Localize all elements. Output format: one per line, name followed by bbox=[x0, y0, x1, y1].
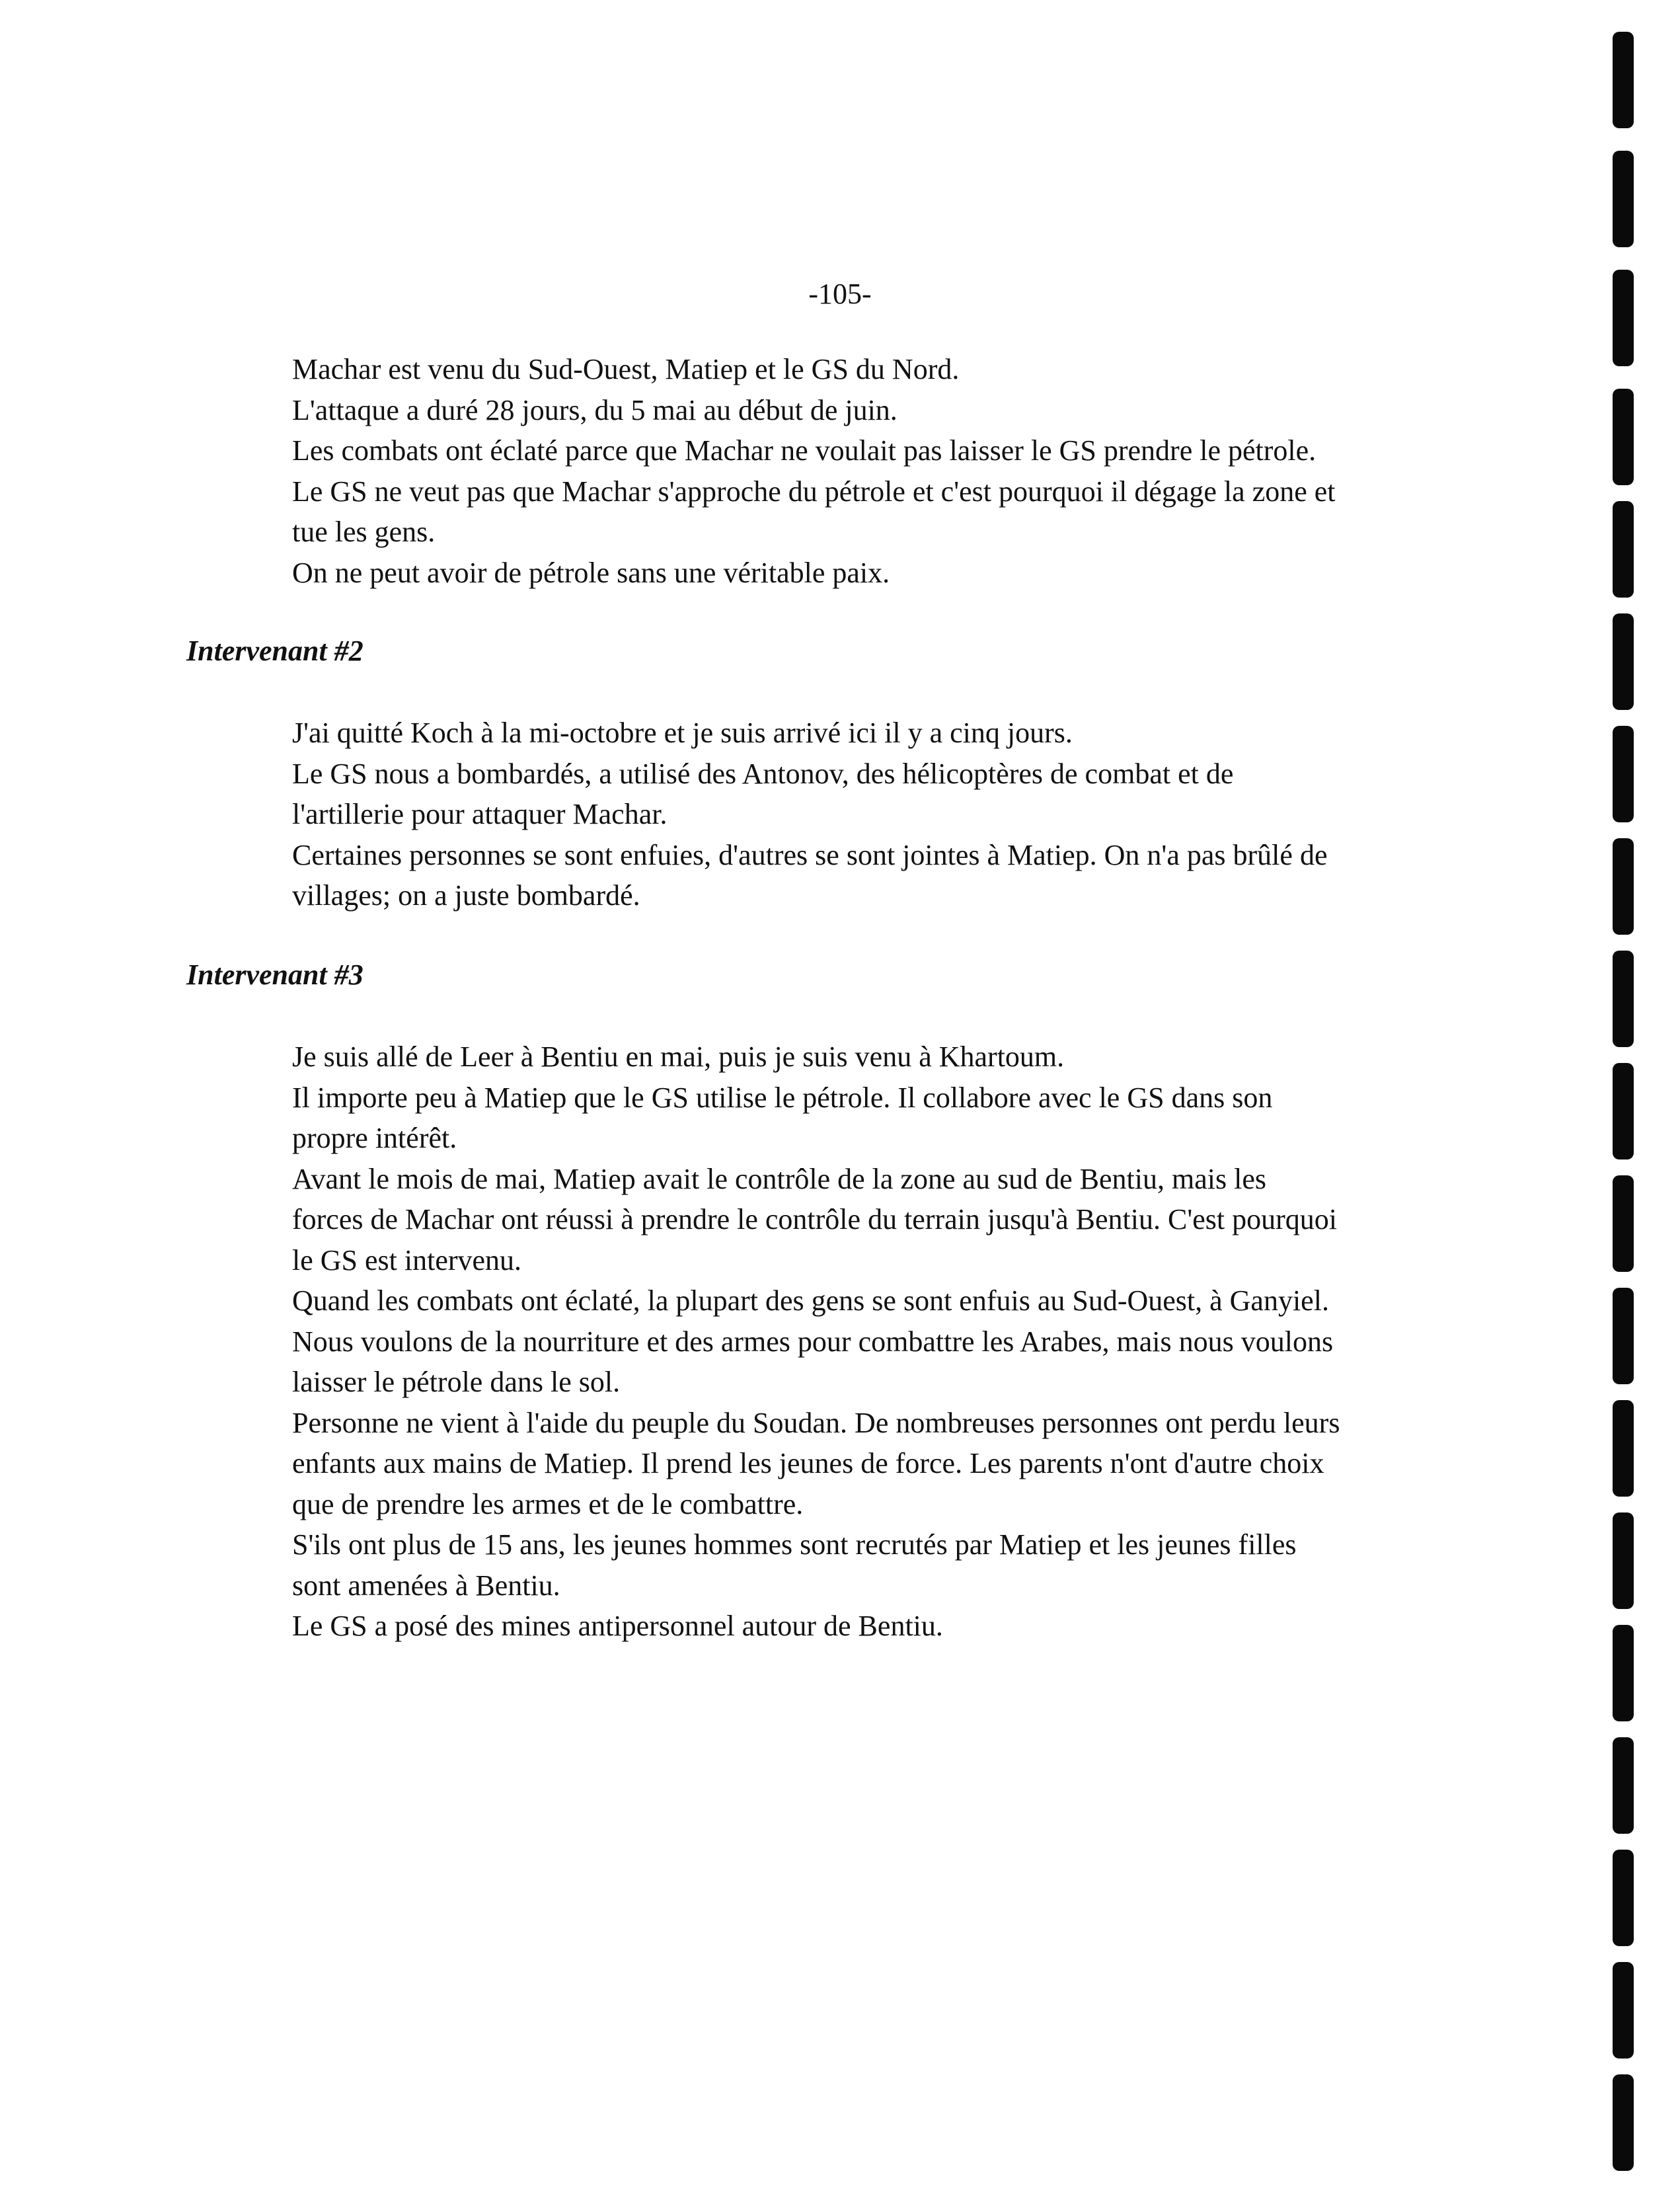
text-line: Je suis allé de Leer à Bentiu en mai, puis je suis venu à Khartoum. bbox=[292, 1040, 1065, 1073]
speaker-heading-2: Intervenant #2 bbox=[186, 635, 363, 667]
text-line: Il importe peu à Matiep que le GS utilise le pétrole. Il collabore avec le GS dans son bbox=[292, 1081, 1273, 1114]
paragraph-block-1 bbox=[292, 349, 1515, 593]
text-line: Le GS a posé des mines antipersonnel autour de Bentiu. bbox=[292, 1610, 943, 1642]
text-line: Les combats ont éclaté parce que Machar ne voulait pas laisser le GS prendre le pétrole. bbox=[292, 434, 1317, 467]
binding-hole bbox=[1613, 270, 1634, 366]
text-line: sont amenées à Bentiu. bbox=[292, 1569, 560, 1602]
text-line: Le GS nous a bombardés, a utilisé des Antonov, des hélicoptères de combat et de bbox=[292, 757, 1234, 790]
binding-hole bbox=[1613, 389, 1634, 485]
text-line: Certaines personnes se sont enfuies, d'autres se sont jointes à Matiep. On n'a pas brûlé de bbox=[292, 838, 1328, 871]
text-line: propre intérêt. bbox=[292, 1122, 457, 1154]
binding-hole bbox=[1613, 1175, 1634, 1272]
speaker-heading-3: Intervenant #3 bbox=[186, 959, 363, 991]
text-line: J'ai quitté Koch à la mi-octobre et je suis arrivé ici il y a cinq jours. bbox=[292, 717, 1073, 749]
binding-hole bbox=[1613, 1625, 1634, 1721]
binding-hole bbox=[1613, 1737, 1634, 1834]
page-number: -105- bbox=[808, 278, 872, 310]
text-line: laisser le pétrole dans le sol. bbox=[292, 1366, 621, 1398]
paragraph-block-3 bbox=[292, 1037, 1515, 1647]
binding-hole bbox=[1613, 838, 1634, 935]
binding-hole bbox=[1613, 1850, 1634, 1946]
binding-hole bbox=[1613, 1400, 1634, 1497]
text-line: Le GS ne veut pas que Machar s'approche du pétrole et c'est pourquoi il dégage la zone et bbox=[292, 475, 1336, 508]
binding-hole bbox=[1613, 151, 1634, 247]
text-line: On ne peut avoir de pétrole sans une véritable paix. bbox=[292, 556, 890, 589]
binding-hole bbox=[1613, 2074, 1634, 2171]
text-line: Nous voulons de la nourriture et des armes pour combattre les Arabes, mais nous voulons bbox=[292, 1325, 1334, 1358]
binding-hole bbox=[1613, 726, 1634, 822]
spiral-binding-holes bbox=[1613, 0, 1639, 2198]
binding-hole bbox=[1613, 1063, 1634, 1159]
text-line: l'artillerie pour attaquer Machar. bbox=[292, 798, 668, 830]
text-line: forces de Machar ont réussi à prendre le contrôle du terrain jusqu'à Bentiu. C'est pourquoi bbox=[292, 1203, 1338, 1236]
binding-hole bbox=[1613, 1962, 1634, 2059]
text-line: Machar est venu du Sud-Ouest, Matiep et le GS du Nord. bbox=[292, 353, 960, 385]
binding-hole bbox=[1613, 32, 1634, 128]
text-line: enfants aux mains de Matiep. Il prend les jeunes de force. Les parents n'ont d'autre choix bbox=[292, 1447, 1324, 1479]
text-line: que de prendre les armes et de le combattre. bbox=[292, 1487, 804, 1520]
text-line: L'attaque a duré 28 jours, du 5 mai au début de juin. bbox=[292, 393, 897, 426]
text-line: tue les gens. bbox=[292, 516, 436, 548]
binding-hole bbox=[1613, 951, 1634, 1047]
binding-hole bbox=[1613, 501, 1634, 598]
text-line: Avant le mois de mai, Matiep avait le contrôle de la zone au sud de Bentiu, mais les bbox=[292, 1162, 1266, 1195]
text-line: Personne ne vient à l'aide du peuple du Soudan. De nombreuses personnes ont perdu leurs bbox=[292, 1406, 1340, 1439]
binding-hole bbox=[1613, 613, 1634, 710]
binding-hole bbox=[1613, 1288, 1634, 1384]
text-line: S'ils ont plus de 15 ans, les jeunes hommes sont recrutés par Matiep et les jeunes filles bbox=[292, 1528, 1297, 1561]
binding-hole bbox=[1613, 1512, 1634, 1609]
paragraph-block-2 bbox=[292, 713, 1515, 916]
text-line: Quand les combats ont éclaté, la plupart des gens se sont enfuis au Sud-Ouest, à Ganyiel. bbox=[292, 1284, 1329, 1317]
text-line: le GS est intervenu. bbox=[292, 1243, 522, 1276]
text-line: villages; on a juste bombardé. bbox=[292, 879, 640, 912]
